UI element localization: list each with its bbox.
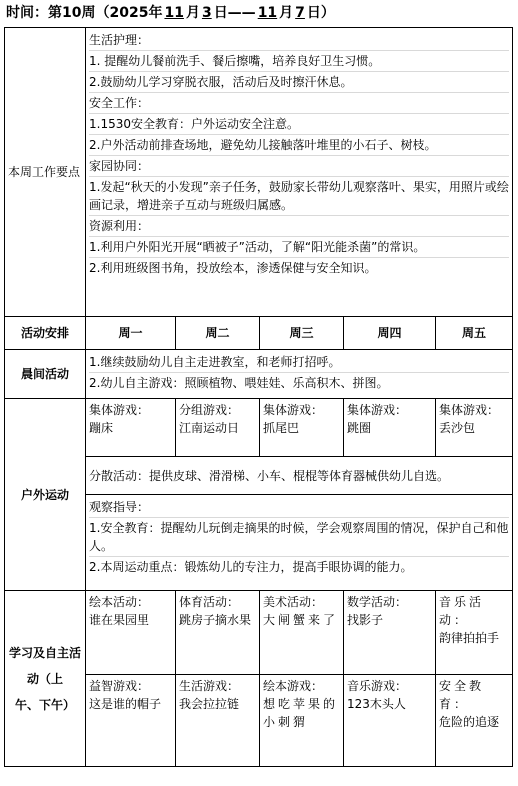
morning-line-2: 2.幼儿自主游戏：照顾植物、喂娃娃、乐高积木、拼图。: [89, 376, 389, 390]
activity-name: 大闸蟹来了: [263, 613, 339, 627]
activity-name: 我会拉拉链: [179, 697, 240, 711]
activity-type: 生活游戏：: [179, 679, 240, 693]
outdoor-game-wed: [260, 399, 344, 457]
outdoor-games-row: [5, 399, 513, 457]
activity-name: 谁在果园里: [89, 613, 150, 627]
outdoor-label: 户外运动: [5, 399, 86, 591]
activity-type: 美术活动：: [263, 595, 324, 609]
day-tuesday: 周二: [176, 317, 260, 350]
game-name: 抓尾巴: [263, 421, 300, 435]
learning-label-line-1: 学习及自主活动（上: [8, 645, 81, 686]
page-title: [6, 2, 335, 24]
activity-name: 跳房子摘水果: [179, 613, 252, 627]
morning-line-1: 1.继续鼓励幼儿自主走进教室，和老师打招呼。: [89, 352, 509, 373]
end-day: 7: [295, 5, 305, 21]
learning-wed-2: [260, 675, 344, 767]
weekly-focus-row: [5, 28, 513, 317]
learning-label: [5, 591, 86, 767]
outdoor-game-tue: [176, 399, 260, 457]
activity-type: 绘本游戏：: [263, 679, 324, 693]
learning-label-line-2: 午、下午）: [14, 697, 75, 712]
start-month: 11: [164, 5, 184, 21]
game-name: 丢沙包: [439, 421, 476, 435]
outdoor-scattered: 分散活动：提供皮球、滑滑梯、小车、棍棍等体育器械供幼儿自选。: [86, 457, 513, 495]
end-month: 11: [257, 5, 278, 21]
home-item-1: 1.发起“秋天的小发现”亲子任务，鼓励家长带幼儿观察落叶、果实，用照片或绘画记录，增进亲子互动与班级归属感。: [89, 177, 509, 216]
month-label-1: 月: [185, 5, 200, 21]
outdoor-game-mon: [86, 399, 176, 457]
care-item-1: 1. 提醒幼儿餐前洗手、餐后擦嘴，培养良好卫生习惯。: [89, 51, 509, 72]
learning-tue-2: [176, 675, 260, 767]
observe-item-1: 1.安全教育：提醒幼儿玩倒走摘果的时候，学会观察周围的情况，保护自己和他人。: [89, 518, 509, 557]
resource-item-1: 1.利用户外阳光开展“晒被子”活动，了解“阳光能杀菌”的常识。: [89, 237, 509, 258]
resource-heading: 资源利用：: [89, 216, 509, 237]
schedule-label: 活动安排: [5, 317, 86, 350]
care-heading: 生活护理：: [89, 30, 509, 51]
learning-mon-2: [86, 675, 176, 767]
day-friday: 周五: [436, 317, 513, 350]
day-thursday: 周四: [344, 317, 436, 350]
game-type: 集体游戏：: [89, 403, 150, 417]
safety-item-2: 2.户外活动前排查场地，避免幼儿接触落叶堆里的小石子、树枝。: [89, 135, 509, 156]
activity-type: 绘本活动：: [89, 595, 150, 609]
day-label-2: 日）: [306, 5, 335, 21]
activity-name: 找影子: [347, 613, 384, 627]
day-label-1: 日——: [213, 5, 256, 21]
activity-type: 体育活动：: [179, 595, 240, 609]
observe-heading: 观察指导：: [89, 497, 509, 518]
activity-type: 音乐游戏：: [347, 679, 408, 693]
game-name: 蹦床: [89, 421, 114, 435]
activity-type: 音乐活动：: [439, 595, 485, 627]
resource-item-2: 2.利用班级图书角，投放绘本，渗透保健与安全知识。: [89, 261, 377, 275]
safety-heading: 安全工作：: [89, 93, 509, 114]
morning-content: [86, 350, 513, 399]
activity-name: 危险的追逐: [439, 715, 500, 729]
month-label-2: 月: [279, 5, 294, 21]
morning-row: [5, 350, 513, 399]
game-name: 江南运动日: [179, 421, 240, 435]
activity-name: 这是谁的帽子: [89, 697, 162, 711]
game-type: 分组游戏：: [179, 403, 240, 417]
day-wednesday: 周三: [260, 317, 344, 350]
morning-label: 晨间活动: [5, 350, 86, 399]
activity-type: 数学活动：: [347, 595, 408, 609]
learning-wed-1: [260, 591, 344, 675]
safety-item-1: 1.1530安全教育：户外运动安全注意。: [89, 114, 509, 135]
home-heading: 家园协同：: [89, 156, 509, 177]
observe-item-2: 2.本周运动重点：锻炼幼儿的专注力，提高手眼协调的能力。: [89, 560, 413, 574]
start-day: 3: [201, 5, 212, 21]
day-monday: 周一: [86, 317, 176, 350]
learning-tue-1: [176, 591, 260, 675]
learning-fri-2: [436, 675, 513, 767]
learning-thu-1: [344, 591, 436, 675]
game-type: 集体游戏：: [347, 403, 408, 417]
activity-type: 益智游戏：: [89, 679, 150, 693]
activity-name: 韵律拍拍手: [439, 631, 500, 645]
activity-name: 123木头人: [347, 697, 406, 711]
activity-name: 想吃苹果的小刺猬: [263, 697, 339, 729]
outdoor-game-thu: [344, 399, 436, 457]
weekly-focus-content: [86, 28, 513, 317]
game-name: 跳圈: [347, 421, 372, 435]
schedule-header-row: [5, 317, 513, 350]
outdoor-game-fri: [436, 399, 513, 457]
care-item-2: 2.鼓励幼儿学习穿脱衣服，活动后及时擦汗休息。: [89, 72, 509, 93]
learning-fri-1: [436, 591, 513, 675]
weekly-plan-table: [4, 27, 513, 767]
learning-row-1: [5, 591, 513, 675]
outdoor-observe: [86, 495, 513, 591]
weekly-focus-label: 本周工作要点: [5, 28, 86, 317]
learning-mon-1: [86, 591, 176, 675]
title-prefix: 时间：第10周（2025年: [6, 5, 163, 21]
activity-type: 安全教育：: [439, 679, 485, 711]
learning-thu-2: [344, 675, 436, 767]
game-type: 集体游戏：: [263, 403, 324, 417]
game-type: 集体游戏：: [439, 403, 500, 417]
